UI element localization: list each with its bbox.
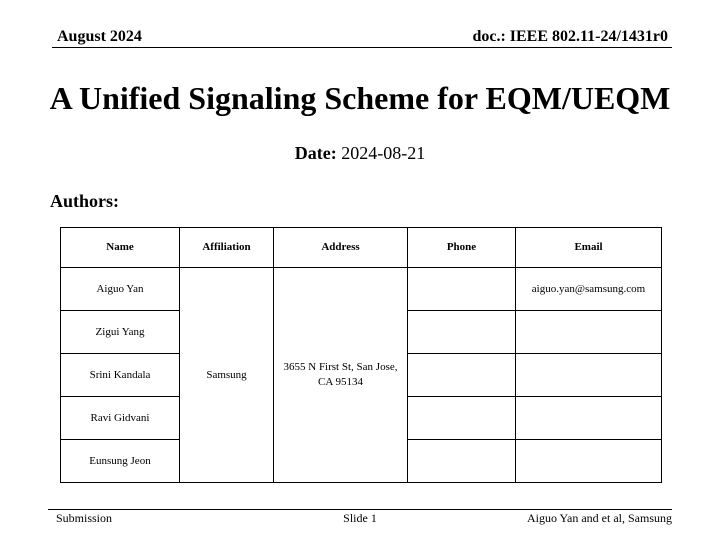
author-phone: [408, 268, 516, 311]
authors-heading: Authors:: [50, 191, 120, 211]
column-header-email: Email: [516, 228, 662, 268]
author-name: Ravi Gidvani: [61, 397, 180, 440]
column-header-address: Address: [274, 228, 408, 268]
author-address: 3655 N First St, San Jose, CA 95134: [274, 268, 408, 483]
column-header-affiliation: Affiliation: [180, 228, 274, 268]
header-doc-id: doc.: IEEE 802.11-24/1431r0: [472, 28, 668, 45]
header-divider: [52, 47, 672, 48]
author-name: Eunsung Jeon: [61, 440, 180, 483]
author-name: Srini Kandala: [61, 354, 180, 397]
table-row: [61, 268, 662, 311]
header-date: August 2024: [57, 28, 142, 45]
footer-submission: Submission: [56, 511, 113, 525]
author-phone: [408, 354, 516, 397]
author-email: [516, 354, 662, 397]
slide-title: A Unified Signaling Scheme for EQM/UEQM: [49, 80, 671, 116]
authors-table: [60, 227, 662, 483]
table-header-row: [61, 228, 662, 268]
author-email: [516, 397, 662, 440]
footer-divider: [48, 509, 672, 510]
column-header-name: Name: [61, 228, 180, 268]
author-affiliation: Samsung: [180, 268, 274, 483]
author-email: aiguo.yan@samsung.com: [516, 268, 662, 311]
footer-slide-number: Slide 1: [343, 511, 377, 525]
author-email: [516, 440, 662, 483]
author-name: Zigui Yang: [61, 311, 180, 354]
author-email: [516, 311, 662, 354]
author-name: Aiguo Yan: [61, 268, 180, 311]
date-line: [0, 143, 720, 164]
footer-authors: Aiguo Yan and et al, Samsung: [527, 511, 672, 525]
date-label: Date:: [294, 143, 337, 163]
author-phone: [408, 397, 516, 440]
date-value: 2024-08-21: [341, 143, 426, 163]
author-phone: [408, 440, 516, 483]
column-header-phone: Phone: [408, 228, 516, 268]
author-phone: [408, 311, 516, 354]
